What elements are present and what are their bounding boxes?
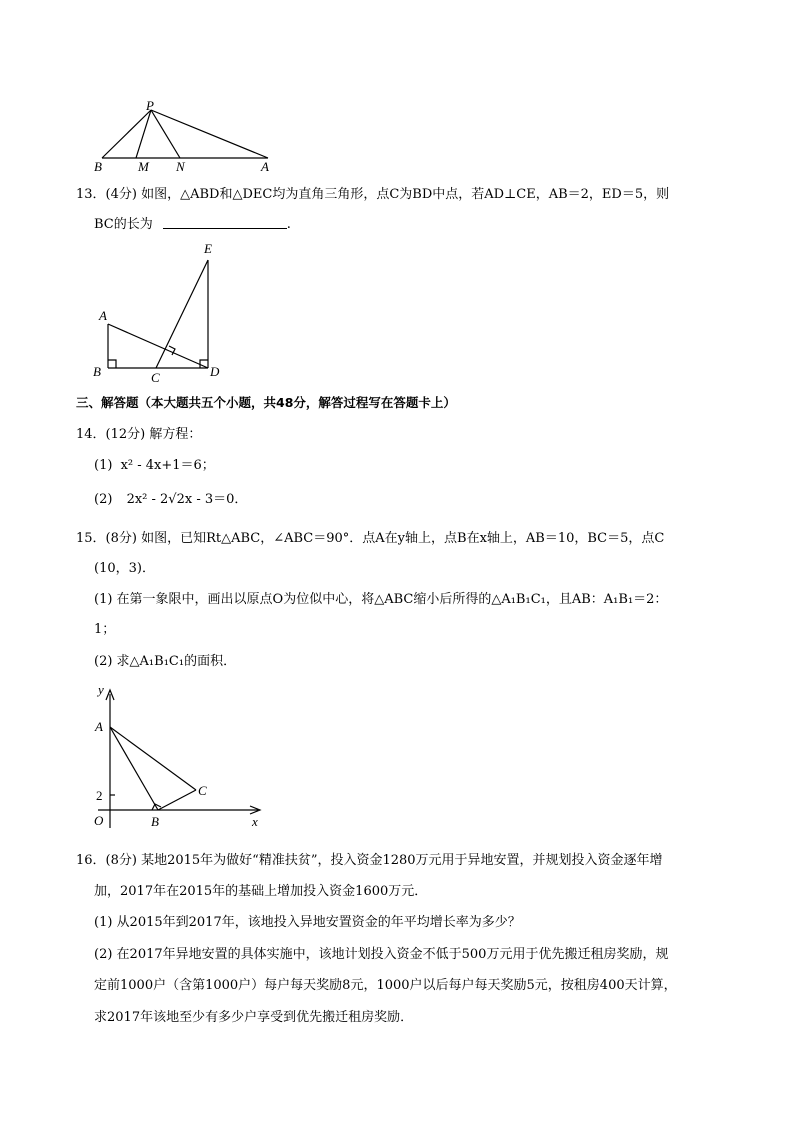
label-m: M [138, 159, 149, 174]
label-a: A [95, 719, 103, 734]
label-b: B [151, 814, 159, 829]
tick-2: 2 [96, 788, 103, 803]
figure-q12 [88, 98, 278, 174]
q16-line2: 加，2017年在2015年的基础上增加投入资金1600万元． [94, 884, 428, 899]
q16-line1: 16．(8分) 某地2015年为做好“精准扶贫”，投入资金1280万元用于异地安置，并规划投入资金逐年增 [76, 853, 663, 868]
label-o: O [94, 813, 104, 828]
q13-prefix: 13．(4分) 如图， [76, 187, 181, 202]
q15-part2: (2) 求△A₁B₁C₁的面积． [94, 654, 237, 669]
label-a: A [99, 308, 107, 323]
label-b: B [93, 364, 101, 379]
label-c: C [151, 370, 160, 384]
part-label: (2) [94, 492, 113, 507]
q16-part2-line1: (2) 在2017年异地安置的具体实施中，该地计划投入资金不低于500万元用于优先搬迁租房奖励，规 [94, 947, 669, 962]
equation-2: 2x² - 2√2x - 3＝0． [126, 492, 248, 507]
figure-q13 [88, 236, 228, 384]
label-a: A [261, 159, 269, 174]
q13-text2: BC的长为 [94, 217, 153, 232]
q16-part2-line3: 求2017年该地至少有多少户享受到优先搬迁租房奖励． [94, 1010, 414, 1025]
q14-stem: 14．(12分) 解方程： [76, 427, 202, 442]
q15-part1-line2: 1； [94, 622, 116, 637]
equation-1: x² - 4x+1＝6； [120, 458, 215, 473]
q15-stem-line2: (10，3)． [94, 561, 155, 576]
label-b: B [94, 159, 102, 174]
label-d: D [210, 364, 220, 379]
q13-line1 [76, 186, 669, 204]
q13-end: . [286, 217, 291, 232]
q13-line2 [94, 216, 291, 234]
figure-q15 [88, 680, 268, 832]
label-p: P [146, 98, 154, 113]
section-heading: 三、解答题（本大题共五个小题，共48分，解答过程写在答题卡上） [76, 395, 456, 410]
axis-x-label: x [252, 814, 258, 829]
axis-y-label: y [98, 682, 104, 697]
q16-part1: (1) 从2015年到2017年，该地投入异地安置资金的年平均增长率为多少？ [94, 915, 521, 930]
label-c: C [198, 783, 207, 798]
part-label: (1) [94, 458, 113, 473]
q13-text1: △ABD和△DEC均为直角三角形，点C为BD中点，若AD⊥CE，AB＝2，ED＝5，则 [180, 187, 670, 202]
q15-part1-line1: (1) 在第一象限中，画出以原点O为位似中心，将△ABC缩小后所得的△A₁B₁C₁，且AB：A₁B₁＝2： [94, 592, 668, 607]
label-e: E [204, 241, 212, 256]
q14-part2 [94, 491, 247, 509]
answer-blank[interactable] [163, 216, 287, 229]
q15-stem-line1: 15．(8分) 如图，已知Rt△ABC，∠ABC＝90°．点A在y轴上，点B在x轴上，AB＝10，BC＝5，点C [76, 531, 665, 546]
q16-part2-line2: 定前1000户（含第1000户）每户每天奖励8元，1000户以后每户每天奖励5元，按租房400天计算， [94, 978, 677, 993]
q14-part1 [94, 457, 215, 475]
label-n: N [176, 159, 185, 174]
